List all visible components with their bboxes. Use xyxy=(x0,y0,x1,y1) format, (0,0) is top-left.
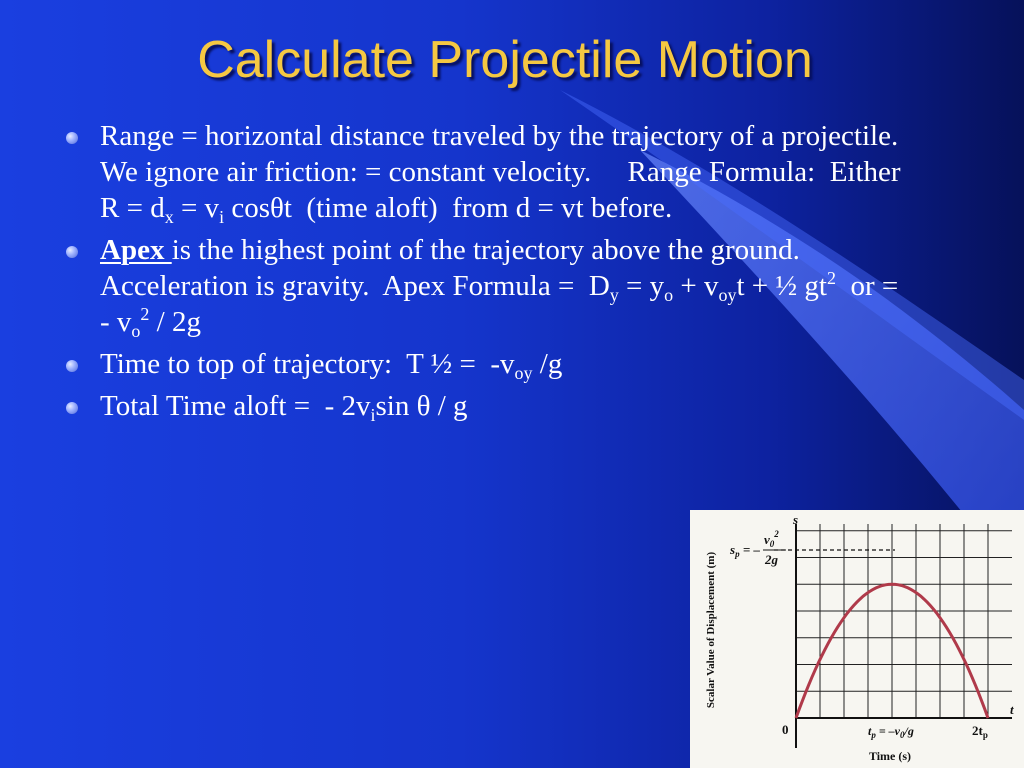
bullet-dot-icon xyxy=(66,402,78,414)
apex-label-numerator: $v_0^2$ xyxy=(764,529,779,549)
apex-term: Apex xyxy=(100,234,172,266)
apex-label-denominator: 2g xyxy=(765,552,778,567)
x-axis-label: Time (s) xyxy=(868,749,912,763)
y-axis-symbol: s xyxy=(793,512,799,527)
slide-title: Calculate Projectile Motion xyxy=(197,31,813,89)
chart-svg xyxy=(690,510,1024,768)
y-axis-label: Scalar Value of Displacement (m) xyxy=(705,551,717,709)
displacement-time-graph xyxy=(690,510,1024,768)
bullet-dot-icon xyxy=(66,360,78,372)
chart-grid xyxy=(796,524,1012,718)
apex-label: $s_p$ = – xyxy=(730,542,760,559)
bullet-range: Range = horizontal distance traveled by the trajectory of a projectile. We ignore air friction: = constant velocity. Range Formula: Either $R = d_x = v_i$ cosθt (time aloft) from d = vt before. xyxy=(62,118,912,226)
x-axis-symbol: t xyxy=(1010,702,1014,717)
bullet-list xyxy=(62,118,912,430)
bullet-dot-icon xyxy=(66,132,78,144)
tp-label: $t_p = -v_0/g$ xyxy=(868,724,914,740)
bullet-dot-icon xyxy=(66,246,78,258)
bullet-time-to-top: Time to top of trajectory: T ½ = $-v_{oy}$ /g xyxy=(62,346,912,382)
bullet-apex: Apex is the highest point of the trajectory above the ground. Acceleration is gravity. Apex Formula = $D_y = y_o + v_{oy}t$ + ½ $gt^2$ or = - $v_o^2 / 2g$ xyxy=(62,232,912,340)
end-time-label: $2t_p$ xyxy=(972,723,988,740)
bullet-total-time: Total Time aloft = - $2v_i\sin$ θ / g xyxy=(62,388,912,424)
origin-label: 0 xyxy=(782,722,789,737)
